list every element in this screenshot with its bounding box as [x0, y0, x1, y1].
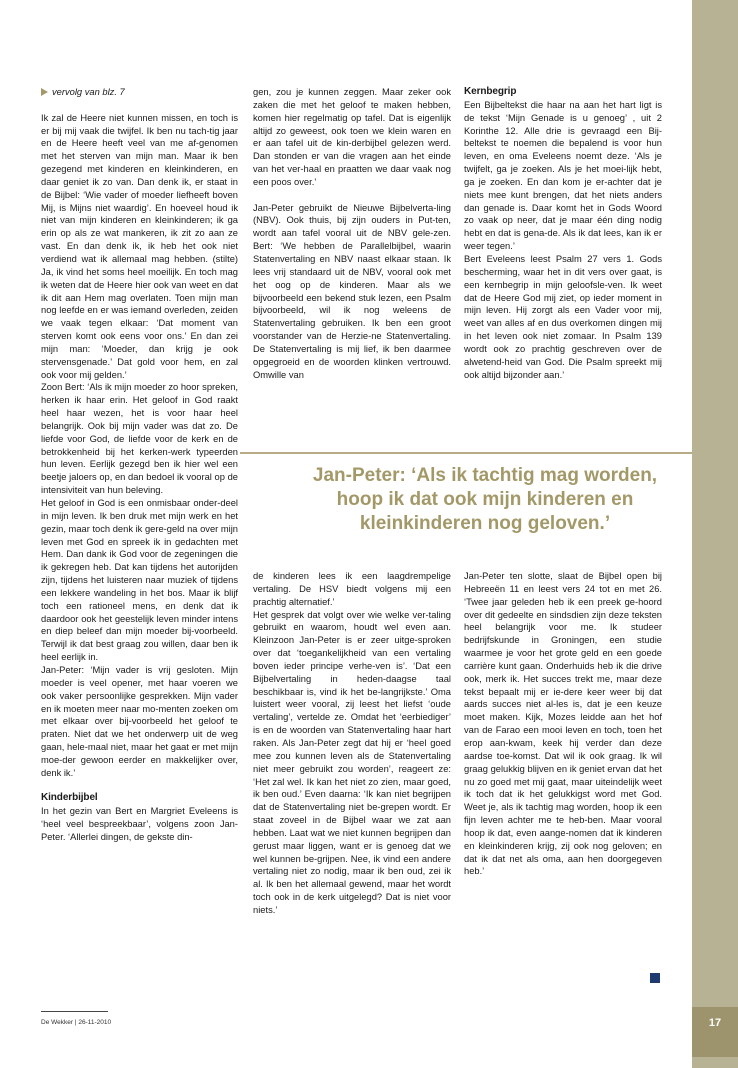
column-2-bottom — [253, 570, 451, 917]
paragraph: Het gesprek dat volgt over wie welke ver-taling gebruikt en waarom, houdt wel even aan. Kleinzoon Jan-Peter is er zeer uitge-sproken over dat ‘toegankelijkheid van een vertaling boven ieder principe verhe-ven is’. ‘Dat een Bijbelvertaling in heden-daagse taal beschikbaar is, vind ik het be-langrijkste.’ Oma luistert weer vooral, zij leest het liefst ‘oude vertaling’, vertelde ze. Omdat het ‘eerbiediger’ is en de woorden van Statenvertaling haar hart raken. Als Jan-Peter zegt dat hij er ‘heel goed mee zou kunnen leven als de Statenvertaling niet meer gebruikt zou worden’, reageert ze: ‘Het zal wel. Ik kan het niet zo zien, maar goed, ik ben oud.’ Even daarna: ‘Ik kan niet begrijpen dat de Statenvertaling niet be-grepen wordt. Er staat zoveel in de Bijbel waar we zat aan hebben. Laat wat we niet kunnen begrijpen dan gerust maar liggen, want er is genoeg dat we wel kunnen be-grijpen. Nee, ik vind een andere vertaling niet zo nodig, maar ik ben oud, zei ik al. Ik ben het allemaal gewend, maar het wordt toch ook in de kerk uitgelegd? Dat is niet voor niets.’ — [253, 609, 451, 915]
color-sidebar — [692, 0, 738, 1068]
column-2-top — [253, 86, 451, 381]
pull-quote-line: Jan-Peter: ‘Als ik tachtig mag worden, — [312, 465, 658, 486]
end-mark-icon — [650, 970, 660, 988]
column-3-top — [464, 86, 662, 381]
section-heading-kinderbijbel: Kinderbijbel — [41, 792, 98, 804]
pull-quote — [240, 452, 730, 536]
page-number: 17 — [692, 1007, 738, 1057]
continued-note — [41, 86, 238, 99]
paragraph: In het gezin van Bert en Margriet Eveleens is ‘heel veel bespreekbaar’, volgens zoon Jan-Peter. ‘Allerlei dingen, de gekste din- — [41, 806, 238, 842]
paragraph: Jan-Peter: ‘Mijn vader is vrij gesloten. Mijn moeder is veel opener, met haar voeren we ook vaker persoonlijke gesprekken. Mijn vader en ik moeten meer naar mo-menten zoeken om met elkaar over bij-voorbeeld het geloof te praten. Niet dat we het onderwerp uit de weg gaan, hele-maal niet, maar het gaat er met mijn moe-der gewoon eerder en makkelijker over, denk ik.’ — [41, 664, 238, 778]
pull-quote-line: hoop ik dat ook mijn kinderen en — [336, 489, 634, 510]
paragraph: Het geloof in God is een onmisbaar onder-deel in mijn leven. Ik ben druk met mijn werk en het gezin, maar toch denk ik gere-geld na over mijn leven met God en spreek ik in gedachten met Hem. Dan dank ik God voor de zegeningen die ik gekregen heb. Dat kan tijdens het autorijden zijn, tijdens het luisteren naar muziek of tijdens een lekkere wandeling in het bos. Maar ik blijf toch een rationeel mens, en denk dat ik daardoor ook het geestelijk leven minder intens en diep beleef dan mijn moeder bij-voorbeeld. Terwijl ik dat best graag zou willen, daar ben ik heel eerlijk in. — [41, 498, 238, 663]
pull-quote-line: kleinkinderen nog geloven.’ — [359, 513, 611, 534]
paragraph: gen, zou je kunnen zeggen. Maar zeker ook zaken die met het geloof te maken hebben, komen hier regelmatig op tafel. Dat is eigenlijk altijd zo geweest, ook toen we klein waren en er aan tafel uit de kin-derbijbel gelezen werd. Dan stonden er van die vragen aan het einde van het ver-haal en praatten we daar vaak nog een poos over.’ — [253, 87, 451, 187]
column-3-bottom — [464, 570, 662, 878]
paragraph: Bert Eveleens leest Psalm 27 vers 1. Gods bescherming, waar het in dit vers over gaat, is een kernbegrip in mijn geloofsle-ven. Ik weet dat de Heere God mij ziet, op ieder moment in mijn leven. Hij zorgt als een Vader voor mij, weet van alles af en dus overkomen dingen mij in het leven ook niet zomaar. In Psalm 139 wordt ook zo prachtig geschreven over de alwetend-heid van God. Die Psalm spreekt mij ook altijd bijzonder aan.’ — [464, 253, 662, 380]
section-heading-kernbegrip: Kernbegrip — [464, 86, 517, 97]
paragraph: Jan-Peter gebruikt de Nieuwe Bijbelverta-ling (NBV). Ook thuis, bij zijn ouders in Put-ten, wordt aan tafel vooral uit de NBV gele-zen. Bert: ‘We hebben de Parallelbijbel, waarin Statenvertaling en NBV naast elkaar staan. Ik lees vrij standaard uit de NBV, vooral ook met het oog op de kinderen. Maar als we bijvoorbeeld een bekend stuk lezen, een Psalm bijvoorbeeld, wil ik nog weleens de Statenvertaling gebruiken. Ik ben een groot voorstander van de Herzie-ne Statenvertaling. De Statenvertaling is mij lief, ik ben daarmee opgegroeid en de woorden klinken vertrouwd. Omwille van — [253, 202, 451, 380]
paragraph: Een Bijbeltekst die haar na aan het hart ligt is de tekst ‘Mijn Genade is u genoeg’ , uit 2 Korinthe 12. Alle drie is gevraagd een Bij-beltekst te noemen die bepalend is voor hun leven, en oma Eveleens noemt deze. ‘Als je twijfelt, ga je zoeken. Als je het moei-lijk hebt, ga je zoeken. En dan kom je er-achter dat je niets mee kunt brengen, dat het niets anders dan genade is. Daar komt het in Gods Woord zo vaak op neer, dat je maar één ding nodig hebt en dat is gena-de. Als ik dat lees, kan ik er weer tegen.’ — [464, 99, 662, 252]
footer-publication: De Wekker | 26-11-2010 — [41, 1019, 112, 1026]
paragraph: Ik zal de Heere niet kunnen missen, en toch is er bij mij vaak die twijfel. Ik ben nu tach-tig jaar en de Heere heeft veel van me af-genomen met het sterven van mijn man. Maar ik ben gezegend met kinderen en kleinkinderen, en daar geniet ik zo van. Dan denk ik, er staat in de Bijbel: ‘Wie vader of moeder liefheeft boven Mij, is Mijns niet waardig’. En hoeveel houd ik niet van mijn kinderen en kleinkinderen; ik ga erin op als ze wat mankeren, ik zit zo aan ze vast. En dan denk ik, ik heb het ook niet verdiend wat ik allemaal mag hebben. (stilte) Ja, ik vind het soms heel moeilijk. En toch mag ik weten dat de Heere hier ook van weet en dat ik dit aan Hem mag overlaten. Toen mijn man nog leefde en er was iemand overleden, zeiden we vaak tegen elkaar: ‘Dat moment van sterven komt ook eens voor ons.’ En dan zei mijn man: ‘Moeder, dan krijg je ook stervensgenade.’ Dat gold voor hem, en zal ook voor mij gelden.’ — [41, 112, 238, 380]
paragraph: Zoon Bert: ‘Als ik mijn moeder zo hoor spreken, herken ik haar erin. Het geloof in God raakt heel haar wezen, het is voor haar heel belangrijk. Ook bij mijn vader was dat zo. De liefde voor God, de liefde voor de kerk en de betrokkenheid bij het kerken-werk typeerden hun leven. Eerlijk gezegd ben ik hier wel een beetje jaloers op, en dan bedoel ik vooral op de intensiviteit van hun beleving. — [41, 382, 238, 496]
footer-rule — [41, 1011, 108, 1012]
column-1 — [41, 86, 238, 844]
triangle-arrow-icon — [41, 88, 48, 96]
paragraph: Jan-Peter ten slotte, slaat de Bijbel open bij Hebreeën 11 en leest vers 24 tot en met 26. ‘Twee jaar geleden heb ik een preek ge-hoord over dit gedeelte en sindsdien zijn deze teksten heel belangrijk voor me. Ik studeer bedrijfskunde in Groningen, een studie waarmee je voor het grote geld en een goede carrière kunt gaan. Onderhuids heb ik die drive ook, merk ik. Het succes trekt me, maar deze tekst bepaalt mij er ie-dere keer weer bij dat aards succes niet al-les is, dat je een keuze moet maken. Kijk, Mozes leidde aan het hof van de Farao een mooi leven en toch, toen het erop aan-kwam, keek hij verder dan deze aardse toe-komst. Dat wil ik ook graag. Ik wil graag gelukkig blijven en ik geniet ervan dat het nu zo goed met mij gaat, maar uiteindelijk weet ik toch dat ik het gelukkigst word met God. Weet je, als ik tachtig mag worden, hoop ik een fijn leven achter me te heb-ben. Maar vooral hoop ik dat, even aange-nomen dat ik kinderen en kleinkinderen krijg, zij ook nog geloven; en dat ik dat net als oma, aan hen doorgegeven heb.’ — [464, 571, 662, 877]
continued-text: vervolg van blz. 7 — [52, 87, 125, 97]
paragraph: de kinderen lees ik een laagdrempelige vertaling. De HSV biedt volgens mij een prachtig alternatief.’ — [253, 571, 451, 607]
